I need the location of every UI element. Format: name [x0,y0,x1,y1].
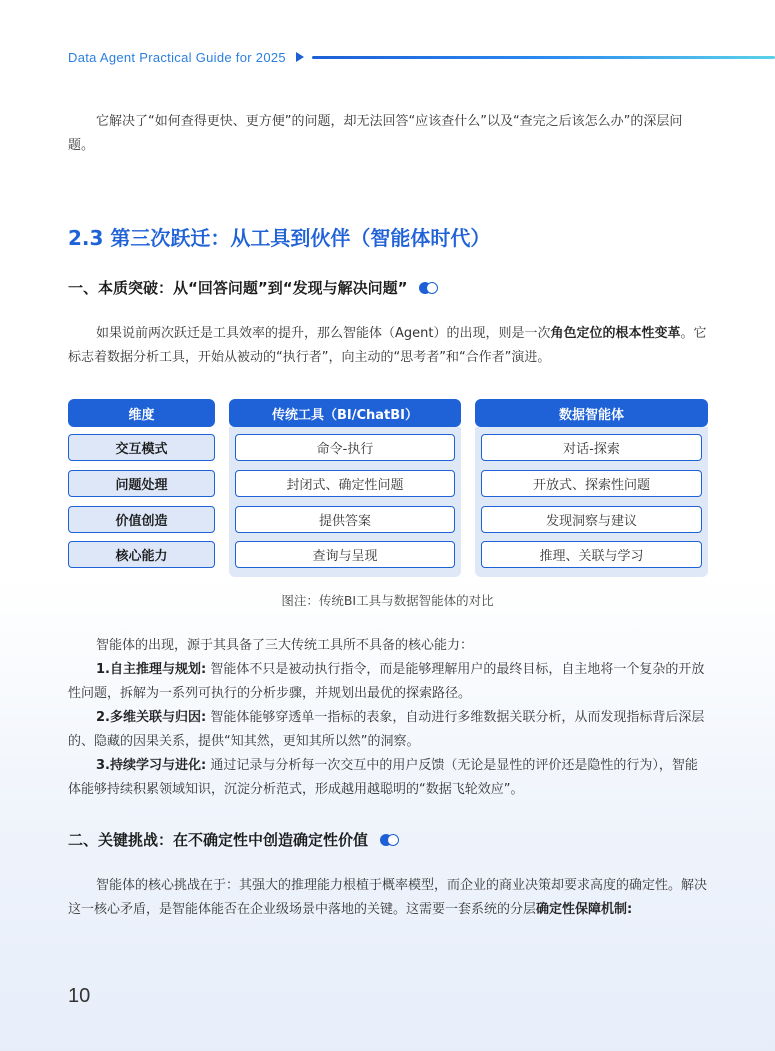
page-number: 10 [68,985,91,1007]
header-rule [312,56,775,59]
toggle-icon [380,834,400,846]
table-cell: 价值创造 [68,506,215,533]
table-cell: 核心能力 [68,541,215,568]
ability-item [68,706,708,754]
table-column-agent [475,399,708,575]
comparison-table [68,399,708,575]
ability-label: 2.多维关联与归因: [96,710,207,725]
part1-text-a: 如果说前两次跃迁是工具效率的提升，那么智能体（Agent）的出现，则是一次 [96,326,551,341]
abilities-intro: 智能体的出现，源于其具备了三大传统工具所不具备的核心能力： [96,638,474,653]
ability-text: 通过记录与分析每一次交互中的用户反馈（无论是显性的评价还是隐性的行为），智能体能够持续积累领域知识，沉淀分析范式，形成越用越聪明的“数据飞轮效应”。 [68,758,698,797]
part2-text-bold: 确定性保障机制: [536,902,633,917]
arrow-right-icon [296,52,304,62]
part2-heading-text: 二、关键挑战：在不确定性中创造确定性价值 [68,831,369,849]
part1-text-bold: 角色定位的根本性变革 [550,326,681,341]
table-column-dimension [68,399,215,575]
ability-item [68,658,708,706]
table-cell: 对话-探索 [481,434,702,461]
ability-text: 智能体不只是被动执行指令，而是能够理解用户的最终目标，自主地将一个复杂的开放性问题，拆解为一系列可执行的分析步骤，并规划出最优的探索路径。 [68,662,705,701]
table-cell: 命令-执行 [235,434,455,461]
ability-label: 1.自主推理与规划: [96,662,207,677]
table-cell: 发现洞察与建议 [481,506,702,533]
table-header-dimension: 维度 [68,399,215,427]
section-title: 2.3 第三次跃迁：从工具到伙伴（智能体时代） [68,226,491,250]
part1-paragraph [68,322,708,370]
table-cell: 开放式、探索性问题 [481,470,702,497]
table-column-traditional [229,399,461,575]
running-header [68,48,775,66]
table-cell: 推理、关联与学习 [481,541,702,568]
part1-heading [68,277,439,298]
table-cell: 问题处理 [68,470,215,497]
toggle-icon [419,282,439,294]
table-cell: 提供答案 [235,506,455,533]
part1-text-b: 。它标志着数据分析工具，开始从被动的“执行者”，向主动的“思考者”和“合作者”演进。 [68,326,707,365]
table-cell: 查询与呈现 [235,541,455,568]
ability-item [68,754,708,802]
intro-paragraph: 它解决了“如何查得更快、更方便”的问题，却无法回答“应该查什么”以及“查完之后该怎么办”的深层问题。 [68,114,683,153]
table-header-traditional: 传统工具（BI/ChatBI） [229,399,461,427]
ability-label: 3.持续学习与进化: [96,758,207,773]
table-cell: 交互模式 [68,434,215,461]
table-header-agent: 数据智能体 [475,399,708,427]
ability-text: 智能体能够穿透单一指标的表象，自动进行多维数据关联分析，从而发现指标背后深层的、隐藏的因果关系，提供“知其然，更知其所以然”的洞察。 [68,710,705,749]
table-caption: 图注：传统BI工具与数据智能体的对比 [281,593,494,608]
table-cell: 封闭式、确定性问题 [235,470,455,497]
part1-heading-text: 一、本质突破：从“回答问题”到“发现与解决问题” [68,279,408,297]
part2-text-a: 智能体的核心挑战在于：其强大的推理能力根植于概率模型，而企业的商业决策却要求高度的确定性。解决这一核心矛盾，是智能体能否在企业级场景中落地的关键。这需要一套系统的分层 [68,878,708,917]
part2-heading [68,829,400,850]
part2-paragraph [68,874,708,922]
header-title: Data Agent Practical Guide for 2025 [68,49,286,65]
